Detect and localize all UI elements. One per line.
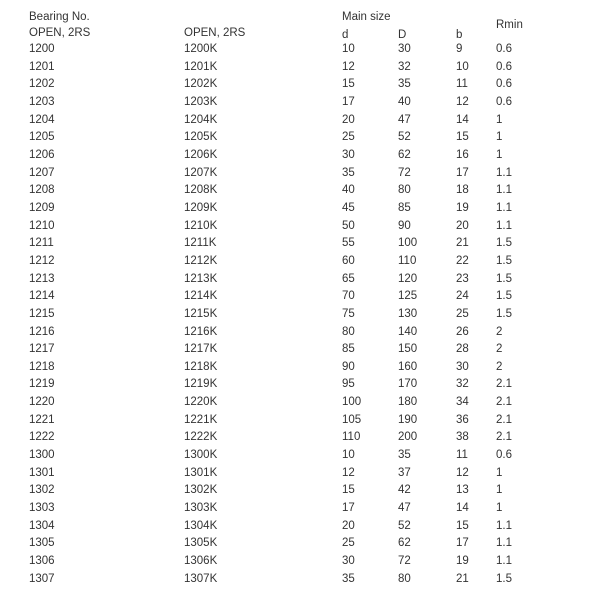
- cell-d: 70: [342, 290, 355, 303]
- cell-b: 23: [456, 272, 469, 285]
- cell-open: 1202: [29, 78, 55, 91]
- cell-2rs: 1307K: [184, 572, 218, 585]
- cell-rmin: 2: [496, 325, 503, 338]
- cell-rmin: 1.5: [496, 290, 512, 303]
- cell-d: 17: [342, 95, 355, 108]
- cell-d: 20: [342, 113, 355, 126]
- cell-open: 1210: [29, 219, 55, 232]
- cell-D: 170: [398, 378, 418, 391]
- cell-d: 30: [342, 148, 355, 161]
- cell-b: 11: [456, 78, 468, 91]
- cell-rmin: 1.5: [496, 572, 512, 585]
- table-row: [0, 182, 600, 200]
- cell-rmin: 1: [496, 502, 503, 515]
- cell-b: 15: [456, 131, 469, 144]
- cell-b: 11: [456, 449, 468, 462]
- cell-d: 75: [342, 307, 355, 320]
- cell-open: 1200: [29, 43, 55, 55]
- cell-D: 32: [398, 60, 411, 73]
- cell-D: 140: [398, 325, 418, 338]
- cell-b: 25: [456, 307, 469, 320]
- cell-open: 1305: [29, 537, 55, 550]
- cell-D: 42: [398, 484, 411, 497]
- table-row: [0, 341, 600, 359]
- cell-open: 1303: [29, 502, 55, 515]
- cell-rmin: 2: [496, 360, 503, 373]
- cell-rmin: 1: [496, 466, 503, 479]
- cell-rmin: 1.1: [496, 201, 512, 214]
- header-main-size: Main size: [342, 11, 391, 23]
- table-row: [0, 200, 600, 218]
- cell-b: 34: [456, 396, 469, 409]
- table-row: [0, 394, 600, 412]
- cell-2rs: 1204K: [184, 113, 218, 126]
- cell-D: 110: [398, 254, 417, 267]
- cell-d: 25: [342, 131, 355, 144]
- header-open-2rs-2: OPEN, 2RS: [184, 27, 246, 39]
- cell-rmin: 1: [496, 484, 503, 497]
- cell-D: 35: [398, 449, 411, 462]
- cell-rmin: 1: [496, 131, 503, 144]
- cell-D: 80: [398, 184, 411, 197]
- cell-d: 35: [342, 166, 355, 179]
- cell-rmin: 1: [496, 148, 503, 161]
- cell-2rs: 1203K: [184, 95, 218, 108]
- cell-b: 14: [456, 502, 469, 515]
- cell-d: 95: [342, 378, 355, 391]
- cell-2rs: 1212K: [184, 254, 218, 267]
- cell-rmin: 1.5: [496, 272, 512, 285]
- table-row: [0, 112, 600, 130]
- table-row: [0, 500, 600, 518]
- cell-2rs: 1206K: [184, 148, 218, 161]
- cell-rmin: 1.1: [496, 166, 512, 179]
- cell-2rs: 1211K: [184, 237, 217, 250]
- cell-D: 47: [398, 113, 411, 126]
- cell-open: 1209: [29, 201, 55, 214]
- cell-rmin: 2.1: [496, 396, 512, 409]
- cell-b: 24: [456, 290, 469, 303]
- cell-rmin: 1.1: [496, 519, 512, 532]
- cell-open: 1215: [29, 307, 55, 320]
- cell-d: 15: [342, 78, 355, 91]
- cell-open: 1216: [29, 325, 55, 338]
- cell-D: 62: [398, 148, 411, 161]
- cell-D: 200: [398, 431, 418, 444]
- cell-open: 1220: [29, 396, 55, 409]
- cell-open: 1306: [29, 555, 55, 568]
- cell-2rs: 1209K: [184, 201, 218, 214]
- table-row: [0, 41, 600, 59]
- cell-open: 1218: [29, 360, 55, 373]
- cell-b: 19: [456, 201, 469, 214]
- cell-d: 17: [342, 502, 355, 515]
- cell-d: 60: [342, 254, 355, 267]
- cell-D: 190: [398, 413, 418, 426]
- cell-2rs: 1219K: [184, 378, 218, 391]
- cell-d: 85: [342, 343, 355, 356]
- cell-d: 55: [342, 237, 355, 250]
- cell-open: 1217: [29, 343, 55, 356]
- cell-d: 110: [342, 431, 361, 444]
- cell-b: 18: [456, 184, 469, 197]
- cell-open: 1221: [29, 413, 55, 426]
- cell-d: 12: [342, 60, 355, 73]
- cell-rmin: 0.6: [496, 60, 512, 73]
- table-row: [0, 271, 600, 289]
- cell-D: 130: [398, 307, 418, 320]
- cell-b: 12: [456, 466, 469, 479]
- cell-D: 85: [398, 201, 411, 214]
- table-row: [0, 129, 600, 147]
- cell-2rs: 1216K: [184, 325, 218, 338]
- cell-d: 20: [342, 519, 355, 532]
- cell-2rs: 1222K: [184, 431, 218, 444]
- cell-open: 1307: [29, 572, 55, 585]
- header-rmin: Rmin: [496, 19, 523, 31]
- cell-2rs: 1221K: [184, 413, 218, 426]
- cell-d: 35: [342, 572, 355, 585]
- cell-open: 1213: [29, 272, 55, 285]
- cell-D: 47: [398, 502, 411, 515]
- cell-rmin: 0.6: [496, 95, 512, 108]
- table-row: [0, 324, 600, 342]
- cell-rmin: 1.1: [496, 219, 512, 232]
- table-row: [0, 94, 600, 112]
- cell-open: 1208: [29, 184, 55, 197]
- cell-open: 1211: [29, 237, 54, 250]
- cell-d: 45: [342, 201, 355, 214]
- cell-2rs: 1302K: [184, 484, 218, 497]
- cell-b: 17: [456, 537, 469, 550]
- cell-d: 105: [342, 413, 362, 426]
- cell-D: 62: [398, 537, 411, 550]
- cell-d: 12: [342, 466, 355, 479]
- cell-D: 37: [398, 466, 411, 479]
- cell-D: 100: [398, 237, 418, 250]
- cell-rmin: 1.5: [496, 254, 512, 267]
- cell-b: 14: [456, 113, 469, 126]
- table-row: [0, 553, 600, 571]
- cell-2rs: 1215K: [184, 307, 218, 320]
- table-row: [0, 359, 600, 377]
- cell-open: 1301: [29, 466, 55, 479]
- cell-2rs: 1205K: [184, 131, 218, 144]
- cell-rmin: 1.1: [496, 555, 512, 568]
- cell-b: 13: [456, 484, 469, 497]
- cell-D: 125: [398, 290, 418, 303]
- table-row: [0, 447, 600, 465]
- cell-rmin: 1.5: [496, 237, 512, 250]
- cell-open: 1300: [29, 449, 55, 462]
- cell-rmin: 1.1: [496, 184, 512, 197]
- cell-2rs: 1213K: [184, 272, 218, 285]
- cell-2rs: 1300K: [184, 449, 218, 462]
- cell-open: 1201: [29, 60, 55, 73]
- cell-d: 10: [342, 449, 355, 462]
- cell-D: 90: [398, 219, 411, 232]
- cell-D: 150: [398, 343, 418, 356]
- cell-open: 1214: [29, 290, 55, 303]
- cell-b: 22: [456, 254, 469, 267]
- cell-b: 21: [456, 237, 469, 250]
- header-D-outer: D: [398, 29, 407, 41]
- cell-rmin: 2.1: [496, 378, 512, 391]
- cell-D: 120: [398, 272, 418, 285]
- cell-d: 80: [342, 325, 355, 338]
- cell-rmin: 1.1: [496, 537, 512, 550]
- cell-d: 30: [342, 555, 355, 568]
- table-row: [0, 535, 600, 553]
- cell-2rs: 1208K: [184, 184, 218, 197]
- cell-b: 16: [456, 148, 469, 161]
- table-row: [0, 218, 600, 236]
- table-row: [0, 59, 600, 77]
- cell-open: 1207: [29, 166, 55, 179]
- table-body: [0, 41, 600, 588]
- cell-rmin: 0.6: [496, 78, 512, 91]
- cell-rmin: 2: [496, 343, 503, 356]
- cell-D: 30: [398, 43, 411, 55]
- cell-2rs: 1207K: [184, 166, 218, 179]
- cell-b: 30: [456, 360, 469, 373]
- cell-b: 17: [456, 166, 469, 179]
- cell-2rs: 1303K: [184, 502, 218, 515]
- table-row: [0, 412, 600, 430]
- cell-2rs: 1306K: [184, 555, 218, 568]
- table-row: [0, 288, 600, 306]
- cell-b: 36: [456, 413, 469, 426]
- cell-open: 1212: [29, 254, 55, 267]
- cell-D: 72: [398, 166, 411, 179]
- table-row: [0, 76, 600, 94]
- table-row: [0, 482, 600, 500]
- cell-open: 1302: [29, 484, 55, 497]
- cell-b: 20: [456, 219, 469, 232]
- cell-D: 72: [398, 555, 411, 568]
- cell-d: 25: [342, 537, 355, 550]
- cell-rmin: 2.1: [496, 413, 512, 426]
- cell-open: 1206: [29, 148, 55, 161]
- cell-D: 35: [398, 78, 411, 91]
- table-row: [0, 376, 600, 394]
- header-d-inner: d: [342, 29, 349, 41]
- cell-2rs: 1214K: [184, 290, 218, 303]
- cell-b: 21: [456, 572, 469, 585]
- table-row: [0, 165, 600, 183]
- table-row: [0, 253, 600, 271]
- cell-b: 26: [456, 325, 469, 338]
- cell-d: 65: [342, 272, 355, 285]
- cell-2rs: 1210K: [184, 219, 218, 232]
- cell-open: 1203: [29, 95, 55, 108]
- table-row: [0, 518, 600, 536]
- cell-2rs: 1202K: [184, 78, 218, 91]
- cell-b: 9: [456, 43, 463, 55]
- cell-2rs: 1305K: [184, 537, 218, 550]
- cell-2rs: 1304K: [184, 519, 218, 532]
- cell-rmin: 2.1: [496, 431, 512, 444]
- cell-D: 52: [398, 131, 411, 144]
- cell-b: 19: [456, 555, 469, 568]
- cell-D: 160: [398, 360, 418, 373]
- header-bearing-no: Bearing No.: [29, 11, 90, 23]
- cell-d: 15: [342, 484, 355, 497]
- cell-2rs: 1217K: [184, 343, 218, 356]
- cell-d: 100: [342, 396, 362, 409]
- cell-d: 50: [342, 219, 355, 232]
- cell-2rs: 1201K: [184, 60, 218, 73]
- cell-open: 1219: [29, 378, 55, 391]
- cell-D: 80: [398, 572, 411, 585]
- cell-b: 10: [456, 60, 469, 73]
- cell-D: 40: [398, 95, 411, 108]
- cell-D: 180: [398, 396, 418, 409]
- table-row: [0, 571, 600, 589]
- cell-rmin: 0.6: [496, 449, 512, 462]
- header-b-width: b: [456, 29, 463, 41]
- cell-rmin: 1.5: [496, 307, 512, 320]
- cell-2rs: 1218K: [184, 360, 218, 373]
- table-row: [0, 306, 600, 324]
- cell-b: 15: [456, 519, 469, 532]
- cell-rmin: 0.6: [496, 43, 512, 55]
- cell-b: 12: [456, 95, 469, 108]
- cell-d: 10: [342, 43, 355, 55]
- cell-open: 1222: [29, 431, 55, 444]
- header-open-2rs-1: OPEN, 2RS: [29, 27, 91, 39]
- cell-b: 32: [456, 378, 469, 391]
- cell-open: 1304: [29, 519, 55, 532]
- cell-rmin: 1: [496, 113, 503, 126]
- cell-2rs: 1200K: [184, 43, 218, 55]
- cell-b: 28: [456, 343, 469, 356]
- cell-open: 1205: [29, 131, 55, 144]
- cell-D: 52: [398, 519, 411, 532]
- cell-b: 38: [456, 431, 469, 444]
- cell-d: 90: [342, 360, 355, 373]
- cell-open: 1204: [29, 113, 55, 126]
- table-row: [0, 147, 600, 165]
- table-row: [0, 465, 600, 483]
- cell-d: 40: [342, 184, 355, 197]
- cell-2rs: 1220K: [184, 396, 218, 409]
- table-row: [0, 235, 600, 253]
- cell-2rs: 1301K: [184, 466, 218, 479]
- table-row: [0, 429, 600, 447]
